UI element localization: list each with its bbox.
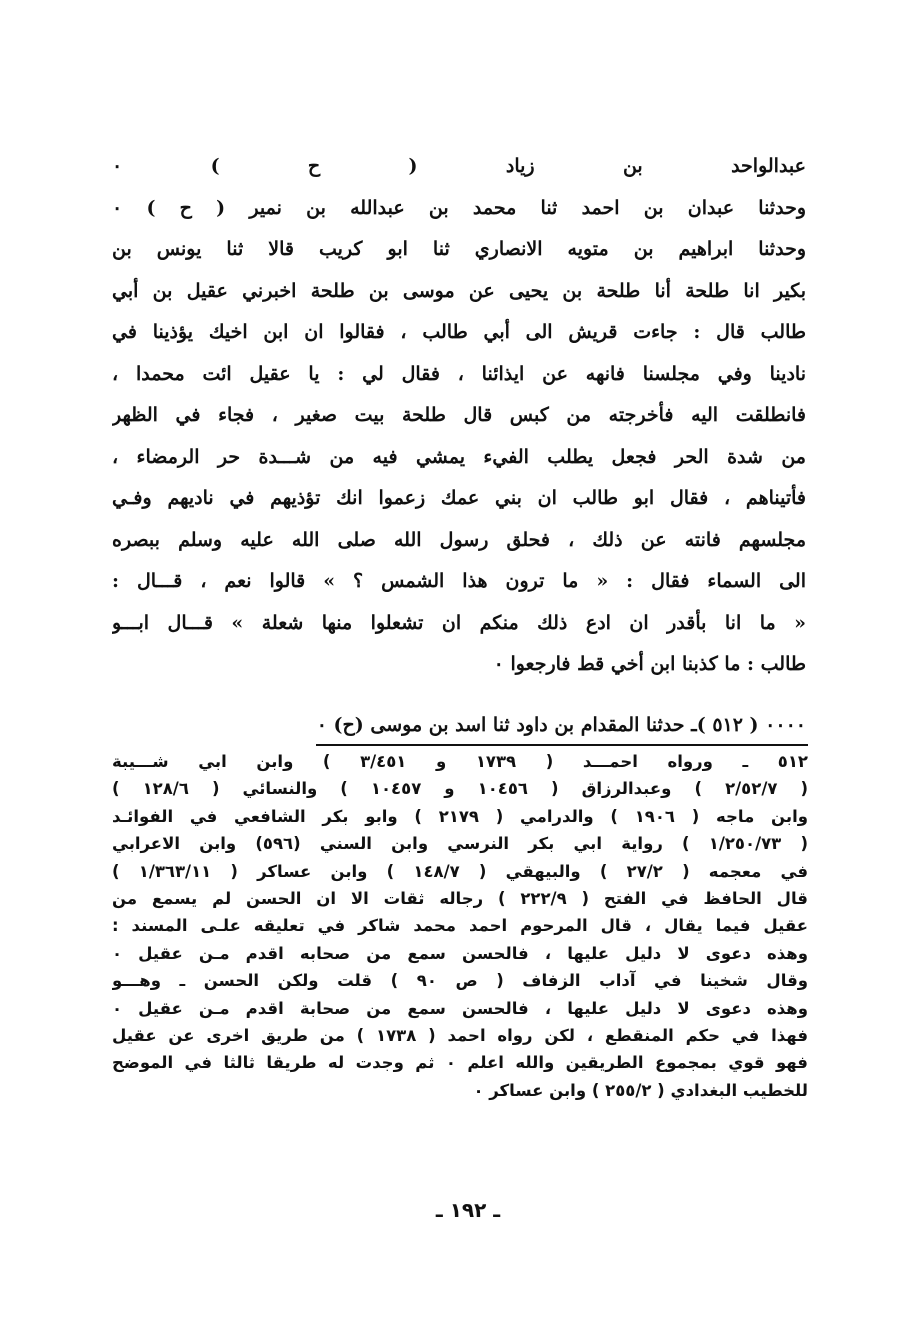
footnote-line: وهذه دعوى لا دليل عليها ، فالحسن سمع من صحابة اقدم مـن عقيل ٠ [112,998,808,1018]
main-text-line: نادينا وفي مجلسنا فانهه عن ايذائنا ، فقال لي : يا عقيل ائت محمدا ، [112,362,806,385]
main-text-line: بكير انا طلحة أنا طلحة بن يحيى عن موسى بن طلحة اخبرني عقيل بن أبي [112,279,806,302]
main-text-line: الى السماء فقال : « ما ترون هذا الشمس ؟ » قالوا نعم ، قـــال : [112,570,806,592]
footnote-line: عقيل فيما يقال ، قال المرحوم احمد محمد شاكر في تعليقه علـى المسند : [112,916,808,936]
main-text-line: مجلسهم فانته عن ذلك ، فحلق رسول الله صلى الله عليه وسلم ببصره [112,528,806,551]
footnote-line: وقال شخينا في آداب الزفاف ( ص ٩٠ ) قلت ولكن الحسن ـ وهـــو [112,971,808,991]
footnote-line: فهو قوي بمجموع الطريقين والله اعلم ٠ ثم وجدت له طريقا ثالثا في الموضح [112,1053,808,1073]
footnote-line: قال الحافظ في الفتح ( ٢٢٢/٩ ) رجاله ثقات الا ان الحسن لم يسمع من [112,888,808,908]
main-text-block [112,146,806,686]
footnote-line: وابن ماجه ( ١٩٠٦ ) والدرامي ( ٢١٧٩ ) وابو بكر الشافعي في الفوائـد [112,806,808,826]
hadith-reference-line: ٠٠٠٠ ( ٥١٢ )ـ حدثنا المقدام بن داود ثنا اسد بن موسى (ح) ٠ [316,714,806,736]
footnote-line: وهذه دعوى لا دليل عليها ، فالحسن سمع من صحابه اقدم مـن عقيل ٠ [112,943,808,963]
footnote-line: فهذا في حكم المنقطع ، لكن رواه احمد ( ١٧٣٨ ) من طريق اخرى عن عقيل [112,1025,808,1045]
main-text-line: طالب : ما كذبنا ابن أخي قط فارجعوا ٠ [493,653,806,675]
main-text-line: من شدة الحر فجعل يطلب الفيء يمشي فيه من شـــدة حر الرمضاء ، [112,445,806,468]
main-text-line: طالب قال : جاءت قريش الى أبي طالب ، فقالوا ان ابن اخيك يؤذينا في [112,321,806,343]
main-text-line: وحدثنا ابراهيم بن متويه الانصاري ثنا ابو كريب قالا ثنا يونس بن [112,238,806,260]
main-text-line: فانطلقت اليه فأخرجته من كبس قال طلحة بيت صغير ، فجاء في الظهر [112,404,806,426]
footnote-block [112,748,808,1104]
main-text-line: فأتيناهم ، فقال ابو طالب ان بني عمك زعموا انك تؤذيهم في ناديهم وفـي [112,487,806,509]
main-text-line: وحدثنا عبدان بن احمد ثنا محمد بن عبدالله بن نمير ( ح ) ٠ [112,196,806,219]
main-text-line: « ما انا بأقدر ان ادع ذلك منكم ان تشعلوا منها شعلة » قـــال ابـــو [112,611,806,634]
footnote-divider [316,744,808,746]
main-text-line: عبدالواحد بن زياد ( ح ) ٠ [112,155,806,177]
page-number: ـ ١٩٢ ـ [435,1198,501,1222]
footnote-line: ( ٢/٥٢/٧ ) وعبدالرزاق ( ١٠٤٥٦ و ١٠٤٥٧ ) والنسائي ( ١٢٨/٦ ) [112,779,808,799]
footnote-line: في معجمه ( ٢٧/٢ ) والبيهقي ( ١٤٨/٧ ) وابن عساكر ( ١/٣٦٣/١١ ) [112,861,808,881]
footnote-line: ( ١/٢٥٠/٧٣ ) رواية ابي بكر النرسي وابن السني (٥٩٦) وابن الاعرابي [112,834,808,854]
footnote-line: ٥١٢ ـ ورواه احمـــد ( ١٧٣٩ و ٣/٤٥١ ) وابن ابي شـــيبة [112,752,808,771]
footnote-line: للخطيب البغدادي ( ٢٥٥/٢ ) وابن عساكر ٠ [473,1080,808,1100]
